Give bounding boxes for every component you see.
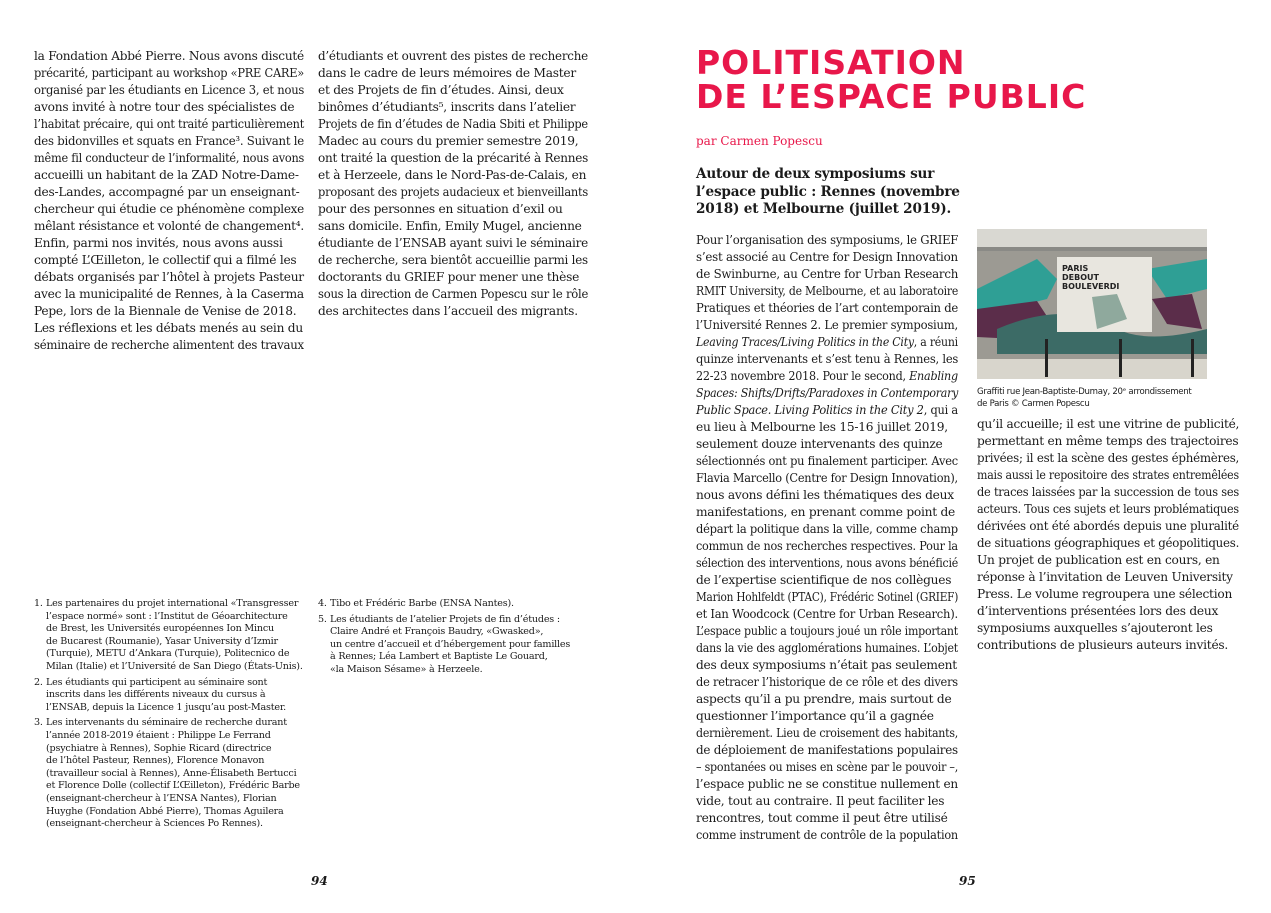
text-line: avec la municipalité de Rennes, à la Caserma: [34, 287, 304, 301]
text-segment: l’Université Rennes 2. Le premier symposium,: [696, 318, 958, 332]
text-line: des bidonvilles et squats en France³. Suivant le: [34, 134, 304, 148]
lede: [696, 166, 960, 219]
text-segment: dans la vie des agglomérations humaines. L’objet: [696, 641, 958, 655]
caption-line: de Paris © Carmen Popescu: [977, 399, 1090, 409]
text-line: des architectes dans l’accueil des migrants.: [318, 304, 578, 318]
text-segment: quinze intervenants et s’est tenu à Rennes, les: [696, 352, 959, 366]
footnote-line: Tibo et Frédéric Barbe (ENSA Nantes).: [330, 598, 514, 609]
text-line: étudiante de l’ENSAB ayant suivi le séminaire: [318, 236, 588, 250]
footnote-line: et Florence Dolle (collectif L’Œilleton), Frédéric Barbe: [46, 780, 300, 792]
text-segment: de Swinburne, au Centre for Urban Research: [696, 267, 959, 281]
graffiti-photo: [977, 229, 1207, 379]
text-segment: L’espace public a toujours joué un rôle important: [696, 624, 958, 638]
footnote-line: Les partenaires du projet international «Transgresser: [46, 598, 299, 609]
italic-title: Public Space. Living Politics in the City 2: [696, 403, 924, 417]
text-line: des-Landes, accompagné par un enseignant-: [34, 185, 300, 199]
footnote-line: de l’hôtel Pasteur, Rennes), Florence Monavon: [46, 755, 265, 767]
text-line: débats organisés par l’hôtel à projets Pasteur: [34, 270, 304, 284]
text-segment: vide, tout au contraire. Il peut faciliter les: [696, 794, 945, 808]
footnote-number: 4.: [318, 598, 327, 609]
footnote-text: [330, 598, 514, 611]
text-line: compté L’Œilleton, le collectif qui a filmé les: [34, 253, 297, 267]
text-segment: et Ian Woodcock (Centre for Urban Research).: [696, 607, 958, 621]
lede-line: l’espace public : Rennes (novembre: [696, 183, 960, 200]
left-column-1: [34, 48, 326, 354]
text-line: [696, 266, 958, 283]
text-segment: dernièrement. Lieu de croisement des habitants,: [696, 726, 959, 740]
text-line: la Fondation Abbé Pierre. Nous avons discuté: [34, 49, 304, 63]
text-line: [696, 453, 958, 470]
text-line: [696, 487, 954, 504]
text-line: [696, 827, 958, 844]
text-line: [696, 419, 948, 436]
text-segment: questionner l’importance qu’il a gagnée: [696, 709, 934, 723]
footnote-line: un centre d’accueil et d’hébergement pour familles: [330, 638, 571, 650]
svg-text:PARIS: PARIS: [1062, 264, 1089, 273]
footnotes-column-1: [34, 598, 303, 834]
text-segment: comme instrument de contrôle de la population: [696, 828, 958, 842]
footnote-line: «la Maison Sésame» à Herzeele.: [330, 663, 483, 675]
footnote: [34, 717, 303, 830]
footnote-text: [46, 598, 303, 674]
text-segment: sélection des interventions, nous avons bénéficié: [696, 556, 959, 570]
text-line: acteurs. Tous ces sujets et leurs problématiques: [977, 502, 1239, 516]
text-line: ont traité la question de la précarité à Rennes: [318, 151, 589, 165]
text-line: mêlant résistance et volonté de changement⁴.: [34, 219, 304, 233]
text-line: dans le cadre de leurs mémoires de Master: [318, 66, 576, 80]
text-line: chercheur qui étudie ce phénomène complexe: [34, 202, 304, 216]
footnote-line: (enseignant-chercheur à Sciences Po Rennes).: [46, 818, 263, 830]
text-line: proposant des projets audacieux et bienveillants: [318, 185, 589, 199]
text-segment: de déploiement de manifestations populaires: [696, 743, 958, 757]
right-column-2: [977, 416, 1267, 654]
text-line: [696, 742, 958, 759]
footnote-line: de Bucarest (Roumanie), Yasar University d’Izmir: [46, 635, 278, 647]
text-line: [696, 810, 948, 827]
text-line: [696, 538, 958, 555]
footnote-text: [46, 677, 286, 715]
italic-title: Leaving Traces/Living Politics in the City: [696, 335, 914, 349]
text-line: [696, 249, 958, 266]
page-number-left: 94: [311, 874, 328, 888]
right-column-1: [696, 232, 1000, 844]
text-segment: eu lieu à Melbourne les 15-16 juillet 2019,: [696, 420, 948, 434]
text-segment: des deux symposiums n’était pas seulement: [696, 658, 957, 672]
text-line: Projets de fin d’études de Nadia Sbiti et Philippe: [318, 117, 588, 131]
svg-text:BOULEVERDI: BOULEVERDI: [1062, 282, 1120, 291]
text-line: l’habitat précaire, qui ont traité particulièrement: [34, 117, 305, 131]
text-line: séminaire de recherche alimentent des travaux: [34, 338, 304, 352]
text-line: précarité, participant au workshop «PRE CARE»: [34, 66, 305, 80]
footnote-line: l’ENSAB, depuis la Licence 1 jusqu’au post-Master.: [46, 701, 287, 713]
text-segment: l’espace public ne se constitue nullement en: [696, 777, 958, 791]
text-line: Un projet de publication est en cours, en: [977, 553, 1220, 567]
text-line: contributions de plusieurs auteurs invités.: [977, 638, 1229, 652]
text-line: réponse à l’invitation de Leuven University: [977, 570, 1233, 584]
photo-caption: [977, 386, 1191, 410]
footnote-line: Les intervenants du séminaire de recherche durant: [46, 717, 287, 729]
text-line: [696, 640, 958, 657]
text-line: qu’il accueille; il est une vitrine de publicité,: [977, 417, 1240, 431]
text-segment: rencontres, tout comme il peut être utilisé: [696, 811, 948, 825]
text-segment: Marion Hohlfeldt (PTAC), Frédéric Sotinel (GRIEF): [696, 590, 959, 604]
text-line: [696, 368, 958, 385]
text-line: de traces laissées par la succession de tous ses: [977, 485, 1240, 499]
left-column-2: [318, 48, 608, 320]
text-line: [696, 657, 957, 674]
text-line: [696, 385, 958, 402]
text-line: doctorants du GRIEF pour mener une thèse: [318, 270, 580, 284]
footnote-line: inscrits dans les différents niveaux du cursus à: [46, 689, 266, 701]
article-title: [696, 43, 1087, 116]
text-line: [696, 436, 943, 453]
text-line: même fil conducteur de l’informalité, nous avons: [34, 151, 305, 165]
text-segment: Pour l’organisation des symposiums, le GRIEF: [696, 233, 959, 247]
text-line: sans domicile. Enfin, Emily Mugel, ancienne: [318, 219, 582, 233]
text-line: permettant en même temps des trajectoires: [977, 434, 1239, 448]
text-line: [696, 470, 958, 487]
footnote: [318, 598, 570, 611]
text-line: [696, 504, 955, 521]
footnotes-column-2: [318, 598, 570, 680]
text-line: Press. Le volume regroupera une sélection: [977, 587, 1233, 601]
text-segment: de l’expertise scientifique de nos collègues: [696, 573, 952, 587]
footnote-line: (enseignant-chercheur à l’ENSA Nantes), Florian: [46, 792, 277, 804]
footnote-number: 5.: [318, 613, 327, 625]
text-segment: – spontanées ou mises en scène par le pouvoir –,: [696, 760, 959, 774]
footnote: [318, 614, 570, 677]
text-line: avons invité à notre tour des spécialistes de: [34, 100, 295, 114]
graffiti-image: [977, 229, 1207, 379]
footnote-line: (Turquie), METU d’Ankara (Turquie), Politecnico de: [46, 648, 290, 660]
footnote-line: Milan (Italie) et l’Université de San Diego (États-Unis).: [46, 660, 303, 672]
text-segment: départ la politique dans la ville, comme champ: [696, 522, 958, 536]
footnote-number: 2.: [34, 676, 43, 688]
text-line: mais aussi le repositoire des strates entremêlées: [977, 468, 1239, 482]
text-segment: commun de nos recherches respectives. Pour la: [696, 539, 958, 553]
footnote-line: l’année 2018-2019 étaient : Philippe Le Ferrand: [46, 729, 271, 741]
text-line: [696, 317, 958, 334]
text-segment: , a réuni: [913, 335, 958, 349]
text-line: Madec au cours du premier semestre 2019,: [318, 134, 579, 148]
text-line: Pepe, lors de la Biennale de Venise de 2018.: [34, 304, 297, 318]
text-segment: manifestations, en prenant comme point de: [696, 505, 955, 519]
text-line: [696, 691, 951, 708]
text-segment: Flavia Marcello (Centre for Design Innovation),: [696, 471, 958, 485]
text-line: [696, 589, 958, 606]
text-line: de recherche, sera bientôt accueillie parmi les: [318, 253, 588, 267]
title-line: POLITISATION: [696, 43, 966, 82]
text-line: [696, 521, 958, 538]
text-line: symposiums auxquelles s’ajouteront les: [977, 621, 1213, 635]
text-line: organisé par les étudiants en Licence 3, et nous: [34, 83, 305, 97]
text-line: [696, 300, 958, 317]
text-line: Les réflexions et les débats menés au sein du: [34, 321, 303, 335]
footnote-line: Les étudiants de l’atelier Projets de fin d’études :: [330, 613, 560, 625]
italic-title: Spaces: Shifts/Drifts/Paradoxes in Contemporary: [696, 386, 959, 400]
lede-line: 2018) et Melbourne (juillet 2019).: [696, 201, 951, 217]
text-line: [696, 623, 958, 640]
footnote-line: Les étudiants qui participent au séminaire sont: [46, 676, 268, 688]
text-line: privées; il est la scène des gestes éphémères,: [977, 451, 1240, 465]
text-segment: nous avons défini les thématiques des deux: [696, 488, 954, 502]
text-segment: de retracer l’historique de ce rôle et des divers: [696, 675, 958, 689]
footnote-number: 1.: [34, 598, 43, 609]
text-line: d’interventions présentées lors des deux: [977, 604, 1219, 618]
text-line: Enfin, parmi nos invités, nous avons aussi: [34, 236, 283, 250]
title-line: DE L’ESPACE PUBLIC: [696, 77, 1087, 116]
text-line: [696, 572, 951, 589]
text-segment: 22-23 novembre 2018. Pour le second,: [696, 369, 910, 383]
text-segment: s’est associé au Centre for Design Innovation: [696, 250, 958, 264]
text-line: [696, 725, 958, 742]
text-line: binômes d’étudiants⁵, inscrits dans l’atelier: [318, 100, 576, 114]
footnote-line: (travailleur social à Rennes), Anne-Élisabeth Bertucci: [46, 767, 297, 779]
footnote-line: à Rennes; Léa Lambert et Baptiste Le Gouard,: [330, 651, 548, 663]
footnote: [34, 677, 303, 715]
text-segment: RMIT University, de Melbourne, et au laboratoire: [696, 284, 959, 298]
text-line: accueilli un habitant de la ZAD Notre-Dame-: [34, 168, 299, 182]
footnote-line: Claire André et François Baudry, «Gwasked»,: [330, 626, 544, 638]
text-line: [696, 283, 958, 300]
text-line: [696, 351, 958, 368]
text-line: sous la direction de Carmen Popescu sur le rôle: [318, 287, 589, 301]
footnote-number: 3.: [34, 717, 43, 729]
footnote-line: de Brest, les Universités européennes Ion Mincu: [46, 623, 275, 635]
footnote-line: l’espace normé» sont : l’Institut de Géoarchitecture: [46, 610, 288, 622]
text-segment: sélectionnés ont pu finalement participer. Avec: [696, 454, 958, 468]
lede-line: Autour de deux symposiums sur: [696, 166, 935, 182]
text-line: de situations géographiques et géopolitiques.: [977, 536, 1240, 550]
svg-text:DEBOUT: DEBOUT: [1062, 273, 1099, 282]
text-line: [696, 759, 958, 776]
text-segment: , qui a: [923, 403, 958, 417]
text-line: [696, 708, 934, 725]
text-segment: seulement douze intervenants des quinze: [696, 437, 943, 451]
caption-line: Graffiti rue Jean-Baptiste-Dumay, 20ᵉ arrondissement: [977, 387, 1192, 397]
text-line: [696, 776, 958, 793]
italic-title: Enabling: [909, 369, 958, 383]
page-number-right: 95: [959, 874, 976, 888]
text-line: [696, 232, 958, 249]
text-line: d’étudiants et ouvrent des pistes de recherche: [318, 49, 588, 63]
text-line: dérivées ont été abordés depuis une pluralité: [977, 519, 1239, 533]
footnote-text: [330, 614, 570, 677]
text-segment: aspects qu’il a pu prendre, mais surtout de: [696, 692, 952, 706]
byline: par Carmen Popescu: [696, 134, 823, 148]
footnote-line: Huyghe (Fondation Abbé Pierre), Thomas Aguilera: [46, 805, 284, 817]
text-line: [696, 555, 958, 572]
text-line: [696, 606, 958, 623]
text-line: [696, 793, 944, 810]
text-line: et des Projets de fin d’études. Ainsi, deux: [318, 83, 564, 97]
text-segment: Pratiques et théories de l’art contemporain de: [696, 301, 959, 315]
text-line: [696, 674, 958, 691]
footnote: [34, 598, 303, 674]
text-line: pour des personnes en situation d’exil ou: [318, 202, 563, 216]
text-line: et à Herzeele, dans le Nord-Pas-de-Calais, en: [318, 168, 587, 182]
footnote-line: (psychiatre à Rennes), Sophie Ricard (directrice: [46, 742, 272, 754]
text-line: [696, 334, 958, 351]
text-line: [696, 402, 958, 419]
footnote-text: [46, 717, 300, 830]
